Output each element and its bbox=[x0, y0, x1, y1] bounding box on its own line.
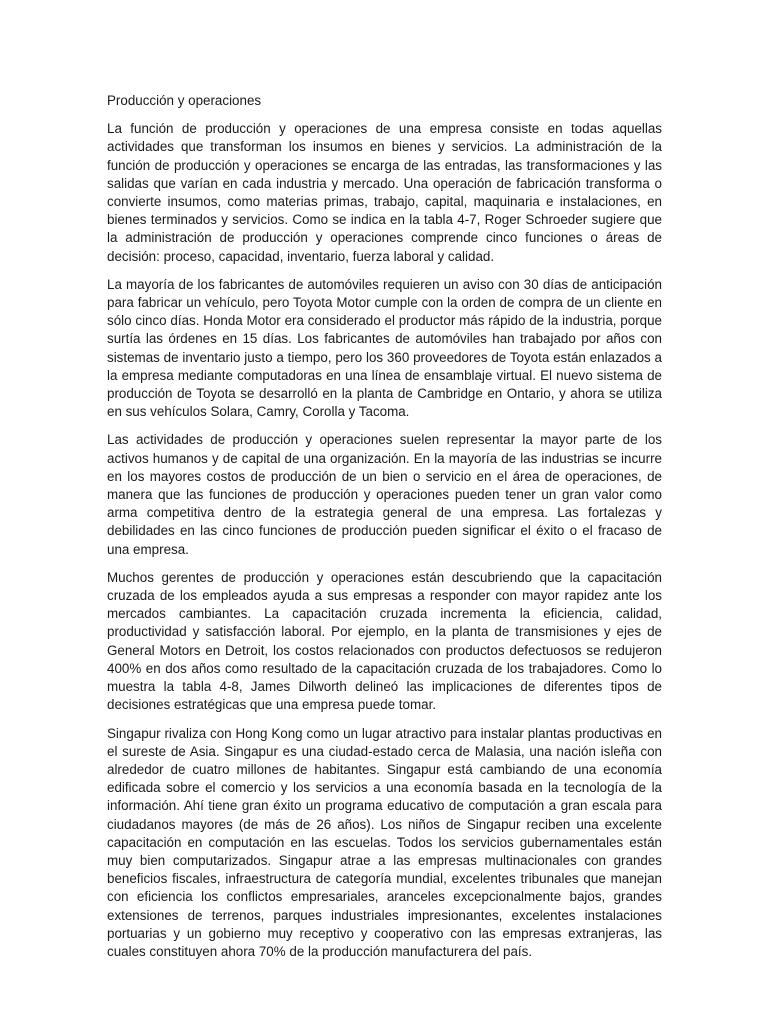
paragraph-singapore: Singapur rivaliza con Hong Kong como un lugar atractivo para instalar plantas productivas en el sureste de Asia. Singapur es una ciudad-estado cerca de Malasia, una nación isleña con alrededor de cuatro millones de habitantes. Singapur está cambiando de una economía edificada sobre el comercio y los servicios a una economía basada en la tecnología de la información. Ahí tiene gran éxito un programa educativo de computación a gran escala para ciudadanos mayores (de más de 26 años). Los niños de Singapur reciben una excelente capacitación en computación en las escuelas. Todos los servicios gubernamentales están muy bien computarizados. Singapur atrae a las empresas multinacionales con grandes beneficios fiscales, infraestructura de categoría mundial, excelentes tribunales que manejan con eficiencia los conflictos empresariales, aranceles excepcionalmente bajos, grandes extensiones de terrenos, parques industriales impresionantes, excelentes instalaciones portuarias y un gobierno muy receptivo y cooperativo con las empresas extranjeras, las cuales constituyen ahora 70% de la producción manufacturera del país. bbox=[107, 725, 662, 959]
paragraph-automakers: La mayoría de los fabricantes de automóviles requieren un aviso con 30 días de anticipación para fabricar un vehículo, pero Toyota Motor cumple con la orden de compra de un cliente en sólo cinco días. Honda Motor era considerado el productor más rápido de la industria, porque surtía las órdenes en 15 días. Los fabricantes de automóviles han trabajado por años con sistemas de inventario justo a tiempo, pero los 360 proveedores de Toyota están enlazados a la empresa mediante computadoras en una línea de ensamblaje virtual. El nuevo sistema de producción de Toyota se desarrolló en la planta de Cambridge en Ontario, y ahora se utiliza en sus vehículos Solara, Camry, Corolla y Tacoma. bbox=[107, 276, 662, 420]
paragraph-production-function: La función de producción y operaciones de una empresa consiste en todas aquellas actividades que transforman los insumos en bienes y servicios. La administración de la función de producción y operaciones se encarga de las entradas, las transformaciones y las salidas que varían en cada industria y mercado. Una operación de fabricación transforma o convierte insumos, como materias primas, trabajo, capital, maquinaria e instalaciones, en bienes terminados y servicios. Como se indica en la tabla 4-7, Roger Schroeder sugiere que la administración de producción y operaciones comprende cinco funciones o áreas de decisión: proceso, capacidad, inventario, fuerza laboral y calidad. bbox=[107, 121, 662, 264]
document-title: Producción y operaciones bbox=[107, 93, 262, 108]
paragraph-production-activities: Las actividades de producción y operaciones suelen representar la mayor parte de los activos humanos y de capital de una organización. En la mayoría de las industrias se incurre en los mayores costos de producción de un bien o servicio en el área de operaciones, de manera que las funciones de producción y operaciones pueden tener un gran valor como arma competitiva dentro de la estrategia general de una empresa. Las fortalezas y debilidades en las cinco funciones de producción pueden significar el éxito o el fracaso de una empresa. bbox=[107, 432, 662, 557]
paragraph-cross-training: Muchos gerentes de producción y operaciones están descubriendo que la capacitación cruzada de los empleados ayuda a sus empresas a responder con mayor rapidez ante los mercados cambiantes. La capacitación cruzada incrementa la eficiencia, calidad, productividad y satisfacción laboral. Por ejemplo, en la planta de transmisiones y ejes de General Motors en Detroit, los costos relacionados con productos defectuosos se redujeron 400% en dos años como resultado de la capacitación cruzada de los trabajadores. Como lo muestra la tabla 4-8, James Dilworth delineó las implicaciones de diferentes tipos de decisiones estratégicas que una empresa puede tomar. bbox=[107, 569, 662, 713]
